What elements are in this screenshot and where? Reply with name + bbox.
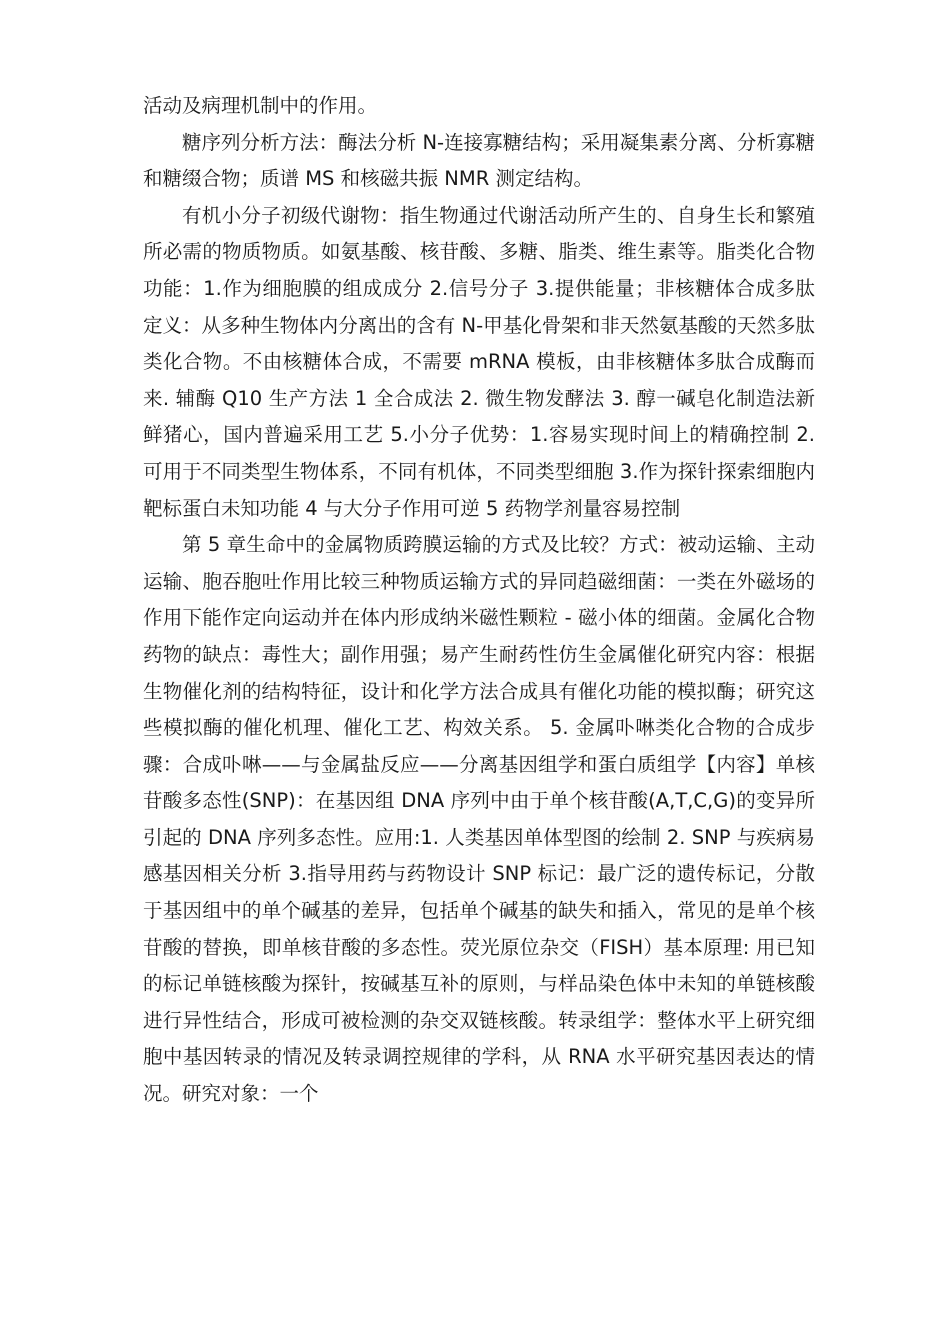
paragraph-chapter-5-metals: 第 5 章生命中的金属物质跨膜运输的方式及比较？方式：被动运输、主动运输、胞吞胞吐作用比较三种物质运输方式的异同趋磁细菌：一类在外磁场的作用下能作定向运动并在体内形成纳米磁性颗粒 - 磁小体的细菌。金属化合物药物的缺点：毒性大；副作用强；易产生耐药性仿生金属催化研究内容：根据生物催化剂的结构特征，设计和化学方法合成具有催化功能的模拟酶；研究这些模拟酶的催化机理、催化工艺、构效关系。 5. 金属卟啉类化合物的合成步骤：合成卟啉——与金属盐反应——分离基因组学和蛋白质组学【内容】单核苷酸多态性(SNP)：在基因组 DNA 序列中由于单个核苷酸(A,T,C,G)的变异所引起的 DNA 序列多态性。应用:1. 人类基因单体型图的绘制 2. SNP 与疾病易感基因相关分析 3.指导用药与药物设计 SNP 标记：最广泛的遗传标记，分散于基因组中的单个碱基的差异，包括单个碱基的缺失和插入，常见的是单个核苷酸的替换，即单核苷酸的多态性。荧光原位杂交（FISH）基本原理: 用已知的标记单链核酸为探针，按碱基互补的原则，与样品染色体中未知的单链核酸进行异性结合，形成可被检测的杂交双链核酸。转录组学：整体水平上研究细胞中基因转录的情况及转录调控规律的学科，从 RNA 水平研究基因表达的情况。研究对象：一个 — [143, 533, 815, 1106]
document-body — [143, 88, 815, 1113]
paragraph-small-molecule-metabolites: 有机小分子初级代谢物：指生物通过代谢活动所产生的、自身生长和繁殖所必需的物质物质。如氨基酸、核苷酸、多糖、脂类、维生素等。脂类化合物功能：1.作为细胞膜的组成成分 2.信号分子 3.提供能量；非核糖体合成多肽定义：从多种生物体内分离出的含有 N-甲基化骨架和非天然氨基酸的天然多肽类化合物。不由核糖体合成，不需要 mRNA 模板，由非核糖体多肽合成酶而来. 辅酶 Q10 生产方法 1 全合成法 2. 微生物发酵法 3. 醇一碱皂化制造法新鲜猪心，国内普遍采用工艺 5.小分子优势：1.容易实现时间上的精确控制 2.可用于不同类型生物体系，不同有机体，不同类型细胞 3.作为探针探索细胞内靶标蛋白未知功能 4 与大分子作用可逆 5 药物学剂量容易控制 — [143, 203, 815, 520]
paragraph-glycan-sequencing: 糖序列分析方法：酶法分析 N-连接寡糖结构；采用凝集素分离、分析寡糖和糖缀合物；质谱 MS 和核磁共振 NMR 测定结构。 — [143, 130, 815, 191]
paragraph-continuation: 活动及病理机制中的作用。 — [143, 94, 378, 117]
